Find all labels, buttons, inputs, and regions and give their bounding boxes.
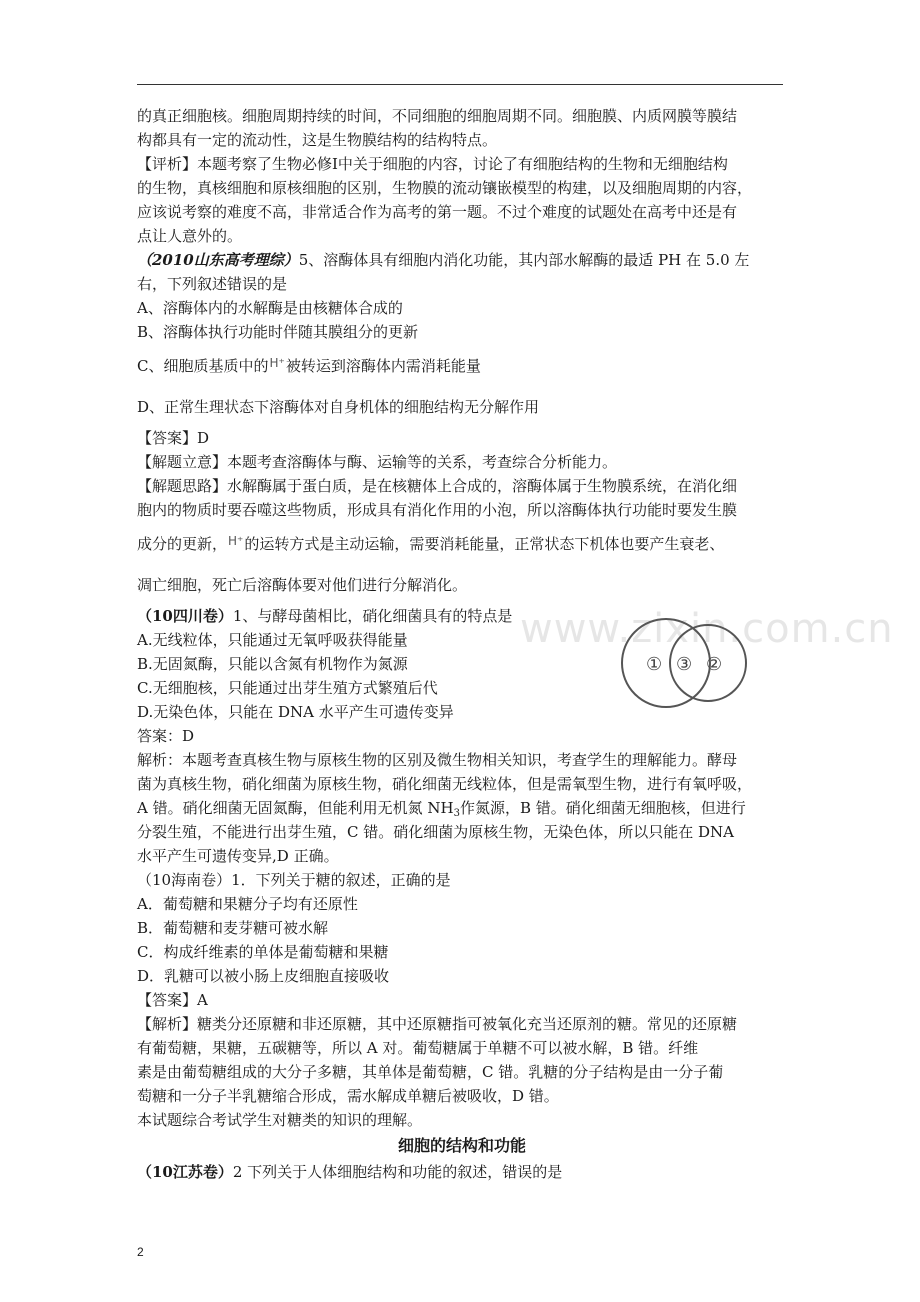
question-source: （10海南卷）	[137, 871, 232, 889]
section-title: 细胞的结构和功能	[397, 1136, 526, 1155]
question-stem	[137, 248, 787, 272]
question-stem	[137, 868, 787, 892]
text-segment: 的运转方式是主动运输，需要消耗能量，正常状态下机体也要产生衰老、	[244, 535, 725, 553]
option-c	[137, 344, 787, 388]
option-d: D.无染色体，只能在 DNA 水平产生可遗传变异	[137, 703, 454, 721]
text-line: 有葡萄糖，果糖，五碳糖等，所以 A 对。葡萄糖属于单糖不可以被水解，B 错。纤维	[137, 1039, 699, 1057]
text-line: 解析：本题考查真核生物与原核生物的区别及微生物相关知识，考查学生的理解能力。酵母	[137, 751, 738, 769]
header-rule	[137, 84, 783, 85]
text-line: 【评析】本题考察了生物必修Ⅰ中关于细胞的内容，讨论了有细胞结构的生物和无细胞结构	[137, 155, 728, 173]
option-a: A．葡萄糖和果糖分子均有还原性	[137, 895, 358, 913]
question-text: 5、溶酶体具有细胞内消化功能，其内部水解酶的最适 PH 在 5.0 左	[298, 251, 750, 269]
text-line: 的生物，真核细胞和原核细胞的区别，生物膜的流动镶嵌模型的构建，以及细胞周期的内容，	[137, 179, 753, 197]
text-line: 水平产生可遗传变异,D 正确。	[137, 847, 339, 865]
text-line: 【解题思路】水解酶属于蛋白质，是在核糖体上合成的，溶酶体属于生物膜系统，在消化细	[137, 477, 738, 495]
text-segment: A 错。硝化细菌无固氮酶，但能利用无机氮 NH	[137, 799, 454, 817]
answer: 【答案】A	[137, 991, 208, 1009]
question-text: 2 下列关于人体细胞结构和功能的叙述，错误的是	[232, 1163, 563, 1181]
watermark: www.zixin.com.cn	[520, 606, 894, 652]
text-line	[137, 796, 787, 820]
option-d: D、正常生理状态下溶酶体对自身机体的细胞结构无分解作用	[137, 398, 540, 416]
venn-label-2: ②	[706, 654, 723, 675]
text-line: 【解析】糖类分还原糖和非还原糖，其中还原糖指可被氧化充当还原剂的糖。常见的还原糖	[137, 1015, 738, 1033]
option-c-text: C、细胞质基质中的	[137, 357, 269, 375]
text-segment: 成分的更新，	[137, 535, 228, 553]
question-stem	[137, 1160, 787, 1184]
text-line	[137, 522, 787, 566]
text-line: 应该说考察的难度不高，非常适合作为高考的第一题。不过个难度的试题处在高考中还是有	[137, 203, 738, 221]
option-a: A.无线粒体，只能通过无氧呼吸获得能量	[137, 631, 408, 649]
text-line: 的真正细胞核。细胞周期持续的时间，不同细胞的细胞周期不同。细胞膜、内质网膜等膜结	[137, 107, 738, 125]
option-b: B、溶酶体执行功能时伴随其膜组分的更新	[137, 323, 419, 341]
text-line: 菌为真核生物，硝化细菌为原核生物，硝化细菌无线粒体，但是需氧型生物，进行有氧呼吸，	[137, 775, 753, 793]
text-segment: 作氮源，B 错。硝化细菌无细胞核，但进行	[459, 799, 746, 817]
venn-diagram	[618, 615, 748, 715]
text-line: 本试题综合考试学生对糖类的知识的理解。	[137, 1111, 423, 1129]
venn-circle-left	[622, 619, 710, 707]
text-line: 【解题立意】本题考查溶酶体与酶、运输等的关系，考查综合分析能力。	[137, 453, 618, 471]
option-c-text-end: 被转运到溶酶体内需消耗能量	[285, 357, 481, 375]
option-b: B.无固氮酶，只能以含氮有机物作为氮源	[137, 655, 408, 673]
text-line: 凋亡细胞，死亡后溶酶体要对他们进行分解消化。	[137, 576, 468, 594]
option-c: C.无细胞核，只能通过出芽生殖方式繁殖后代	[137, 679, 438, 697]
h-plus-image: H⁺	[228, 534, 244, 548]
text-line: 点让人意外的。	[137, 227, 243, 245]
text-line: 分裂生殖，不能进行出芽生殖，C 错。硝化细菌为原核生物，无染色体，所以只能在 DNA	[137, 823, 735, 841]
text-line: 构都具有一定的流动性，这是生物膜结构的结构特点。	[137, 131, 498, 149]
text-line: 素是由葡萄糖组成的大分子多糖，其单体是葡萄糖，C 错。乳糖的分子结构是由一分子葡	[137, 1063, 724, 1081]
option-c: C．构成纤维素的单体是葡萄糖和果糖	[137, 943, 389, 961]
question-source: （2010山东高考理综）	[137, 251, 299, 269]
answer: 答案：D	[137, 727, 195, 745]
option-d: D．乳糖可以被小肠上皮细胞直接吸收	[137, 967, 390, 985]
question-text: 1．下列关于糖的叙述，正确的是	[231, 871, 451, 889]
page-number: 2	[137, 1245, 144, 1259]
option-a: A、溶酶体内的水解酶是由核糖体合成的	[137, 299, 403, 317]
question-source: （10江苏卷）	[137, 1163, 233, 1181]
question-text: 1、与酵母菌相比，硝化细菌具有的特点是	[232, 607, 513, 625]
venn-label-3: ③	[676, 654, 693, 675]
subscript: 3	[453, 808, 460, 819]
question-source: （10四川卷）	[137, 607, 233, 625]
h-plus-image: H⁺	[269, 356, 285, 370]
text-line: 萄糖和一分子半乳糖缩合形成，需水解成单糖后被吸收，D 错。	[137, 1087, 559, 1105]
text-line: 胞内的物质时要吞噬这些物质，形成具有消化作用的小泡，所以溶酶体执行功能时要发生膜	[137, 501, 738, 519]
answer: 【答案】D	[137, 429, 210, 447]
text-line: 右，下列叙述错误的是	[137, 275, 288, 293]
option-b: B．葡萄糖和麦芽糖可被水解	[137, 919, 329, 937]
venn-label-1: ①	[646, 654, 663, 675]
